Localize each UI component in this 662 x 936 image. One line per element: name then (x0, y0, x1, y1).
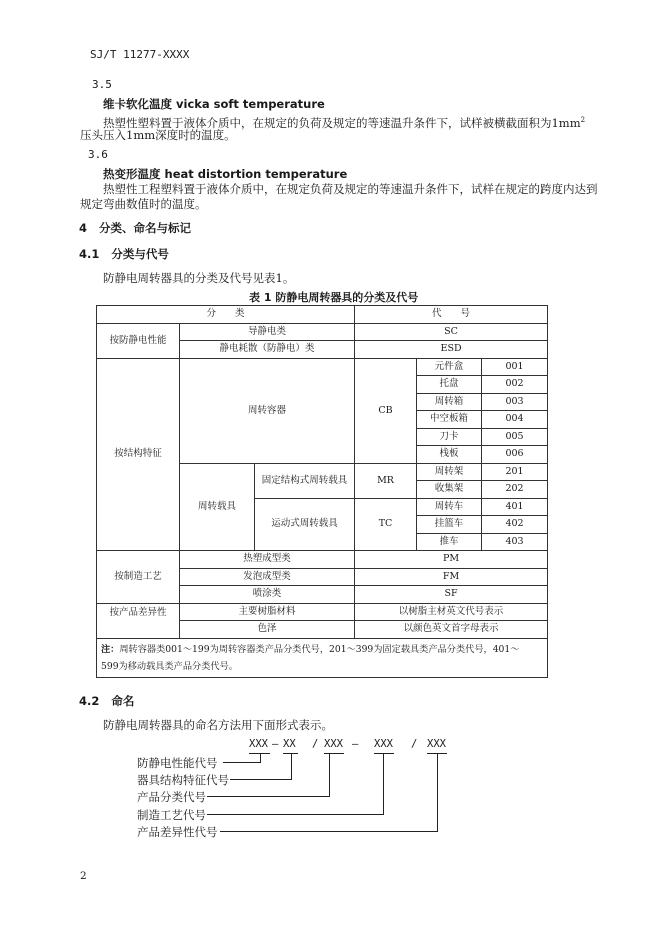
item-name: 挂篮车 (417, 516, 482, 534)
code-dissipative: ESD (355, 341, 548, 359)
item-name: 推车 (417, 533, 482, 551)
class-container: 周转容器 (180, 358, 355, 463)
item-name: 元件盒 (417, 358, 482, 376)
class-difference: 色泽 (180, 621, 355, 639)
item-name: 收集架 (417, 481, 482, 499)
code-fixed: MR (355, 463, 417, 498)
item-code: 201 (482, 463, 548, 481)
section-3-6-line2: 规定弯曲数值时的温度。 (80, 197, 207, 211)
header-class: 分 类 (97, 306, 355, 324)
naming-slash-2: / (411, 738, 418, 750)
code-conductive: SC (355, 323, 548, 341)
connector (207, 814, 384, 815)
item-code: 005 (482, 428, 548, 446)
item-code: 402 (482, 516, 548, 534)
superscript: 2 (580, 116, 586, 124)
naming-field-5: XXX (427, 738, 446, 750)
connector (220, 831, 438, 832)
class-dissipative: 静电耗散（防静电）类 (180, 341, 355, 359)
item-code: 401 (482, 498, 548, 516)
class-difference: 主要树脂材料 (180, 603, 355, 621)
item-code: 006 (482, 446, 548, 464)
naming-field-1: XXX (249, 738, 268, 750)
code-difference: 以颜色英文首字母表示 (355, 621, 548, 639)
connector (223, 762, 261, 763)
code-process: PM (355, 551, 548, 569)
naming-label-4: 制造工艺代号 (137, 808, 206, 822)
table-row (97, 551, 548, 569)
item-name: 周转架 (417, 463, 482, 481)
section-3-5-line2: 压头压入1mm深度时的温度。 (80, 128, 236, 142)
section-4-heading: 4 分类、命名与标记 (79, 221, 192, 235)
section-3-5-term: 维卡软化温度 vicka soft temperature (103, 97, 325, 111)
naming-label-5: 产品差异性代号 (137, 825, 218, 839)
item-code: 001 (482, 358, 548, 376)
group-structure: 按结构特征 (97, 358, 180, 551)
class-conductive: 导静电类 (180, 323, 355, 341)
item-code: 002 (482, 376, 548, 394)
code-container: CB (355, 358, 417, 463)
class-process: 发泡成型类 (180, 568, 355, 586)
section-4-1-heading: 4.1 分类与代号 (79, 247, 169, 261)
subclass-fixed: 固定结构式周转载具 (255, 463, 355, 498)
connector (291, 753, 292, 780)
section-3-6-line1: 热塑性工程塑料置于液体介质中，在规定负荷及规定的等速温升条件下，试样在规定的跨度内达到 (103, 182, 598, 196)
item-code: 004 (482, 411, 548, 429)
header-code: 代 号 (355, 306, 548, 324)
code-difference: 以树脂主材英文代号表示 (355, 603, 548, 621)
naming-slash-1: / (312, 738, 319, 750)
item-code: 003 (482, 393, 548, 411)
section-3-6-term: 热变形温度 heat distortion temperature (103, 167, 348, 181)
item-name: 周转车 (417, 498, 482, 516)
table-note-row (97, 638, 548, 677)
section-3-6-number: 3.6 (88, 148, 108, 161)
table-row (97, 323, 548, 341)
item-name: 栈板 (417, 446, 482, 464)
subclass-mobile: 运动式周转载具 (255, 498, 355, 551)
section-4-2-intro: 防静电周转器具的命名方法用下面形式表示。 (103, 718, 333, 732)
naming-label-1: 防静电性能代号 (137, 756, 218, 770)
standard-header: SJ/T 11277-XXXX (90, 48, 190, 61)
code-mobile: TC (355, 498, 417, 551)
page-number: 2 (80, 870, 87, 882)
section-3-5-number: 3.5 (92, 78, 112, 91)
connector (383, 753, 384, 815)
table-header-row (97, 306, 548, 324)
underline (324, 753, 344, 754)
table-row (97, 603, 548, 621)
code-process: FM (355, 568, 548, 586)
naming-dash-1: – (272, 738, 279, 750)
group-process: 按制造工艺 (97, 551, 180, 604)
connector (437, 753, 438, 832)
connector (230, 779, 292, 780)
item-name: 托盘 (417, 376, 482, 394)
item-name: 周转箱 (417, 393, 482, 411)
class-process: 热塑成型类 (180, 551, 355, 569)
item-code: 403 (482, 533, 548, 551)
section-3-5-line1: 热塑性塑料置于液体介质中，在规定的负荷及规定的等速温升条件下，试样被横截面积为$1mm^2$ (103, 115, 586, 130)
connector (329, 753, 330, 797)
item-name: 中空板箱 (417, 411, 482, 429)
table-row (97, 358, 548, 376)
class-carrier: 周转载具 (180, 463, 255, 551)
section-4-2-heading: 4.2 命名 (79, 694, 135, 708)
naming-field-3: XXX (324, 738, 343, 750)
classification-table (96, 305, 548, 678)
section-4-1-intro: 防静电周转器具的分类及代号见表1。 (103, 271, 295, 285)
group-performance: 按防静电性能 (97, 323, 180, 358)
naming-dash-2: – (352, 738, 359, 750)
code-process: SF (355, 586, 548, 604)
naming-field-2: XX (283, 738, 296, 750)
connector (207, 796, 330, 797)
item-name: 刀卡 (417, 428, 482, 446)
table-note: 注：周转容器类001～199为周转容器类产品分类代号，201～399为固定载具类产品分类代号，401～ 599为移动载具类产品分类代号。 (97, 638, 548, 677)
item-code: 202 (482, 481, 548, 499)
class-process: 喷涂类 (180, 586, 355, 604)
group-difference: 按产品差异性 (97, 603, 180, 638)
table-caption: 表 1 防静电周转器具的分类及代号 (249, 291, 419, 304)
naming-label-2: 器具结构特征代号 (137, 773, 229, 787)
naming-field-4: XXX (374, 738, 393, 750)
naming-label-3: 产品分类代号 (137, 790, 206, 804)
